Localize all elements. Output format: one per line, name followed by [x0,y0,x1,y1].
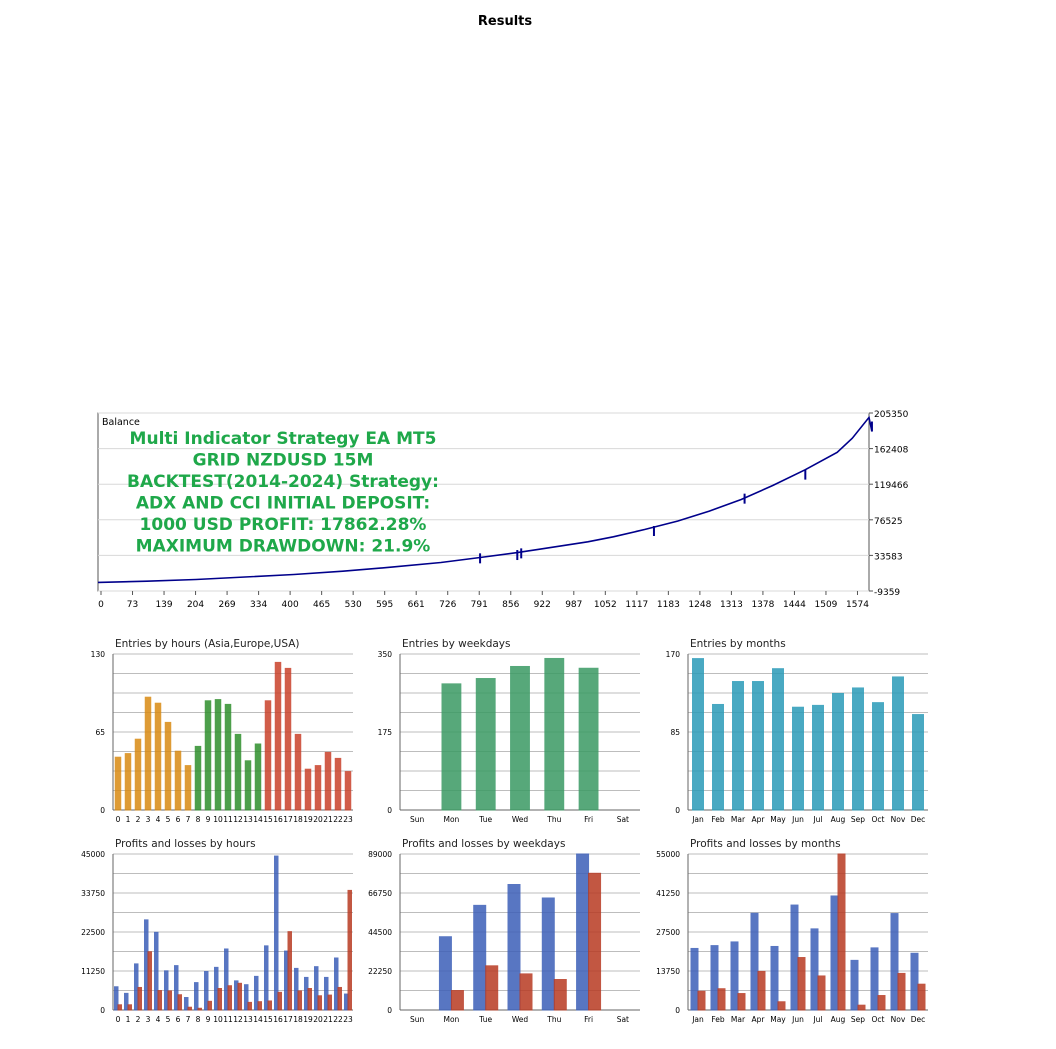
x-tick-label: 0 [115,1015,121,1024]
loss-bar [258,1002,262,1010]
loss-bar [328,995,332,1010]
y-tick-label: 22500 [81,928,105,937]
profit-bar [305,977,309,1010]
y-tick-label: 0 [100,1006,105,1015]
chart-title: Profits and losses by hours [115,838,256,850]
bar [225,704,231,810]
x-tick-label: 7 [185,815,191,824]
chart-title: Entries by months [690,638,786,650]
x-tick-label: 73 [126,600,139,610]
x-tick-label: 11 [223,815,233,824]
x-tick-label: 465 [313,600,331,610]
x-tick-label: 1052 [593,600,617,610]
profit-bar [542,898,554,1010]
x-tick-label: May [770,1015,786,1024]
bar [155,703,161,810]
bar [215,700,221,810]
loss-bar [698,991,705,1010]
x-tick-label: 922 [533,600,551,610]
x-tick-label: 269 [218,600,236,610]
bar [913,715,924,810]
x-tick-label: Wed [511,1015,529,1024]
profit-bar [811,929,818,1010]
overlay-caption: GRID NZDUSD 15M [192,450,374,471]
balance-chart [0,408,1056,608]
loss-bar [778,1002,785,1010]
x-tick-label: Mar [730,1015,746,1024]
profit-bar [225,949,229,1010]
loss-bar [128,1005,132,1010]
bar [265,701,271,810]
x-tick-label: 7 [185,1015,191,1024]
x-tick-label: Mon [443,815,460,824]
x-tick-label: 856 [502,600,520,610]
loss-bar [718,989,725,1010]
x-tick-label: 1 [125,815,131,824]
x-tick-label: 661 [407,600,425,610]
y-tick-label: 170 [665,650,680,659]
x-tick-label: 2 [135,1015,141,1024]
profit-bar [577,854,589,1010]
y-tick-label: 11250 [81,967,105,976]
x-tick-label: 1 [125,1015,131,1024]
profit-bar [235,981,239,1010]
bar [579,668,598,810]
profit-bar [205,972,209,1010]
loss-bar [858,1005,865,1010]
loss-bar [268,1001,272,1010]
loss-bar [198,1008,202,1010]
x-tick-label: Wed [511,815,529,824]
bar [813,705,824,810]
x-tick-label: Mon [443,1015,460,1024]
x-tick-label: 21 [323,1015,333,1024]
overlay-caption: 1000 USD PROFIT: 17862.28% [139,515,427,535]
bar [693,659,704,810]
bar [335,758,341,810]
bar [145,697,151,810]
profit-bar [891,914,898,1010]
x-tick-label: 10 [213,815,223,824]
x-tick-label: 10 [213,1015,223,1024]
y-tick-label: 65 [95,728,105,737]
x-tick-label: 21 [323,815,333,824]
x-tick-label: Sep [850,815,866,824]
loss-bar [218,989,222,1010]
x-tick-label: 8 [195,1015,201,1024]
chart-title: Profits and losses by months [690,838,841,850]
bar [245,761,251,810]
bar [853,688,864,810]
chart-title: Entries by weekdays [402,638,511,650]
bar [545,658,564,810]
x-tick-label: 8 [195,815,201,824]
profit-bar [125,993,129,1010]
x-tick-label: Jun [792,1015,804,1024]
loss-bar [238,983,242,1010]
profit-bar [731,942,738,1010]
x-tick-label: 1378 [751,600,775,610]
loss-bar [898,973,905,1010]
profit-bar [265,946,269,1010]
x-tick-label: Jul [813,1015,823,1024]
bar [315,766,321,810]
y-tick-label: 0 [675,1006,680,1015]
loss-bar [168,991,172,1010]
x-tick-label: 17 [283,815,293,824]
x-tick-label: Jan [692,1015,704,1024]
x-tick-label: Feb [711,815,725,824]
loss-bar [158,991,162,1010]
overlay-caption: Multi Indicator Strategy EA MT5 [129,429,437,449]
x-tick-label: Mar [730,815,746,824]
profit-bar [508,884,520,1010]
x-tick-label: 1117 [625,600,649,610]
x-tick-label: 204 [186,600,205,610]
x-tick-label: 20 [313,815,323,824]
x-tick-label: 9 [205,815,211,824]
chart-title: Balance [102,417,140,428]
bar [205,701,211,810]
x-tick-label: 530 [344,600,362,610]
x-tick-label: 6 [175,815,181,824]
x-tick-label: 14 [253,815,263,824]
y-tick-label: 33583 [874,552,903,563]
loss-bar [318,996,322,1010]
x-tick-label: 400 [281,600,299,610]
loss-bar [208,1001,212,1010]
x-tick-label: 18 [293,1015,303,1024]
profit-bar [871,948,878,1010]
x-tick-label: Fri [584,1015,594,1024]
x-tick-label: Apr [751,815,765,824]
overlay-caption: MAXIMUM DRAWDOWN: 21.9% [135,536,431,557]
loss-bar [486,966,498,1010]
loss-bar [918,984,925,1010]
bar [833,693,844,810]
x-tick-label: 14 [253,1015,263,1024]
loss-bar [138,987,142,1010]
x-tick-label: Apr [751,1015,765,1024]
y-tick-label: 0 [100,806,105,815]
profit-bar [195,983,199,1010]
x-tick-label: 1183 [656,600,680,610]
x-tick-label: 4 [155,1015,161,1024]
x-tick-label: 15 [263,1015,273,1024]
x-tick-label: 1444 [782,600,806,610]
x-tick-label: 20 [313,1015,323,1024]
bar [733,682,744,810]
loss-bar [248,1002,252,1010]
bar [345,772,351,810]
x-tick-label: Jul [813,815,823,824]
profit-bar [325,977,329,1010]
bar [713,704,724,810]
loss-bar [178,995,182,1010]
x-tick-label: Oct [871,1015,885,1024]
x-tick-label: Aug [830,815,846,824]
x-tick-label: Sat [616,815,630,824]
y-tick-label: -9359 [874,588,901,598]
x-tick-label: 18 [293,815,303,824]
x-tick-label: Dec [910,1015,926,1024]
x-tick-label: 3 [145,815,151,824]
bar [476,679,495,810]
bar [175,751,181,810]
x-tick-label: 19 [303,1015,313,1024]
loss-bar [308,989,312,1010]
x-tick-label: 2 [135,815,141,824]
x-tick-label: Thu [547,1015,562,1024]
profit-bar [155,932,159,1010]
x-tick-label: 23 [343,815,353,824]
y-tick-label: 130 [90,650,105,659]
y-tick-label: 76525 [874,516,903,527]
x-tick-label: 16 [273,1015,283,1024]
bar [305,769,311,810]
overlay-caption: BACKTEST(2014-2024) Strategy: [127,472,439,492]
profit-bar [255,976,259,1010]
bar [773,669,784,810]
profit-bar [751,913,758,1010]
y-tick-label: 45000 [81,850,105,859]
x-tick-label: 4 [155,815,161,824]
x-tick-label: 1313 [719,600,743,610]
profit-bar [439,937,451,1010]
x-tick-label: Sun [410,1015,425,1024]
profit-bar [771,946,778,1010]
y-tick-label: 41250 [656,889,680,898]
y-tick-label: 119466 [874,481,909,492]
x-tick-label: Feb [711,1015,725,1024]
x-tick-label: 22 [333,815,343,824]
x-tick-label: 22 [333,1015,343,1024]
loss-bar [278,992,282,1010]
entries-by-weekdays-chart [372,632,642,822]
x-tick-label: 9 [205,1015,211,1024]
profit-bar [175,966,179,1010]
bar [793,707,804,810]
entries-by-hours-chart [85,632,355,822]
bar [125,754,131,810]
y-tick-label: 0 [387,806,392,815]
loss-bar [348,890,352,1010]
profits-losses-by-months-chart [656,832,930,1024]
x-tick-label: 13 [243,1015,253,1024]
x-tick-label: 3 [145,1015,151,1024]
loss-bar [338,987,342,1010]
x-tick-label: 15 [263,815,273,824]
loss-bar [798,958,805,1010]
bar [325,752,331,810]
loss-bar [554,980,566,1010]
profit-bar [215,967,219,1010]
bar [115,757,121,810]
x-tick-label: 595 [376,600,394,610]
bar [893,677,904,810]
profit-bar [295,968,299,1010]
x-tick-label: 726 [439,600,457,610]
loss-bar [188,1007,192,1010]
bar [753,682,764,810]
loss-bar [118,1005,122,1010]
y-tick-label: 175 [377,728,392,737]
y-tick-label: 350 [377,650,392,659]
profits-losses-by-weekdays-chart [368,832,642,1024]
x-tick-label: Sun [410,815,425,824]
x-tick-label: Aug [830,1015,846,1024]
profit-bar [285,951,289,1010]
bar [511,666,530,810]
y-tick-label: 205350 [874,410,909,420]
x-tick-label: 0 [98,600,104,610]
profit-bar [791,905,798,1010]
x-tick-label: 13 [243,815,253,824]
y-tick-label: 85 [670,728,680,737]
x-tick-label: 5 [165,815,171,824]
x-tick-label: Nov [890,1015,906,1024]
profit-bar [691,948,698,1010]
profit-bar [831,896,838,1010]
x-tick-label: 17 [283,1015,293,1024]
bar [135,739,141,810]
x-tick-label: Jan [692,815,704,824]
y-tick-label: 55000 [656,850,680,859]
x-tick-label: Fri [584,815,594,824]
bar [295,734,301,810]
x-tick-label: Oct [871,815,885,824]
loss-bar [451,991,463,1010]
y-tick-label: 13750 [656,967,680,976]
profits-losses-by-hours-chart [81,832,355,1024]
y-tick-label: 0 [675,806,680,815]
x-tick-label: Thu [547,815,562,824]
profit-bar [245,985,249,1010]
profit-bar [135,964,139,1010]
profit-bar [335,958,339,1010]
loss-bar [758,971,765,1010]
bar [165,722,171,810]
x-tick-label: 6 [175,1015,181,1024]
y-tick-label: 33750 [81,889,105,898]
loss-bar [878,996,885,1010]
x-tick-label: 23 [343,1015,353,1024]
bar [255,744,261,810]
x-tick-label: 11 [223,1015,233,1024]
x-tick-label: Tue [479,1015,493,1024]
profit-bar [275,856,279,1010]
loss-bar [818,976,825,1010]
x-tick-label: 1574 [846,600,869,610]
profit-bar [165,971,169,1010]
x-tick-label: 791 [470,600,488,610]
y-tick-label: 162408 [874,445,909,456]
profit-bar [711,946,718,1010]
chart-title: Profits and losses by weekdays [402,838,566,850]
loss-bar [738,994,745,1010]
report-title: Results [477,14,533,29]
loss-bar [298,991,302,1010]
y-tick-label: 44500 [368,928,392,937]
x-tick-label: 139 [155,600,173,610]
bar [275,662,281,810]
x-tick-label: Jun [792,815,804,824]
bar [235,734,241,810]
profit-bar [115,987,119,1010]
y-tick-label: 66750 [368,889,392,898]
entries-by-months-chart [660,632,930,822]
x-tick-label: 12 [233,1015,243,1024]
x-tick-label: Nov [890,815,906,824]
profit-bar [145,920,149,1010]
x-tick-label: 1248 [688,600,712,610]
profit-bar [185,998,189,1010]
bar [442,684,461,810]
x-tick-label: 334 [250,600,268,610]
bar [185,766,191,810]
x-tick-label: 987 [565,600,583,610]
loss-bar [520,974,532,1010]
overlay-caption: ADX AND CCI INITIAL DEPOSIT: [135,493,431,514]
bar [285,668,291,810]
x-tick-label: 16 [273,815,283,824]
profit-bar [911,953,918,1010]
bar [873,703,884,810]
x-tick-label: 1509 [814,600,838,610]
loss-bar [228,986,232,1010]
x-tick-label: May [770,815,786,824]
y-tick-label: 27500 [656,928,680,937]
x-tick-label: Sep [850,1015,866,1024]
x-tick-label: Dec [910,815,926,824]
loss-bar [838,854,845,1010]
x-tick-label: Tue [479,815,493,824]
x-tick-label: 19 [303,815,313,824]
y-tick-label: 22250 [368,967,392,976]
x-tick-label: 12 [233,815,243,824]
bar [195,746,201,810]
x-tick-label: Sat [616,1015,630,1024]
profit-bar [474,905,486,1010]
loss-bar [288,932,292,1010]
profit-bar [315,967,319,1010]
x-tick-label: 0 [115,815,121,824]
profit-bar [851,960,858,1010]
profit-bar [345,994,349,1010]
y-tick-label: 0 [387,1006,392,1015]
x-tick-label: 5 [165,1015,171,1024]
loss-bar [148,952,152,1010]
y-tick-label: 89000 [368,850,392,859]
loss-bar [589,873,601,1010]
chart-title: Entries by hours (Asia,Europe,USA) [115,638,300,650]
